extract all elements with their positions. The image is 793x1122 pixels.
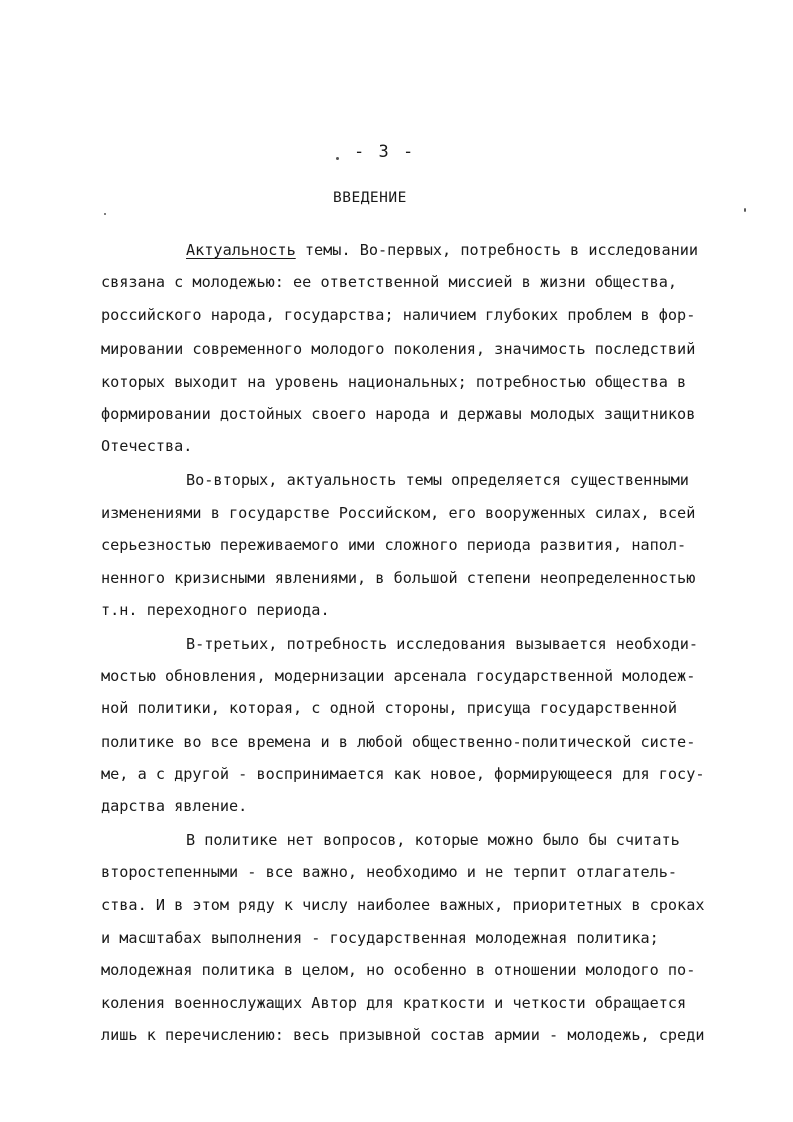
scan-speck <box>336 157 339 160</box>
text-line: В политике нет вопросов, которые можно было бы считать <box>186 831 680 849</box>
text-line: серьезностью переживаемого ими сложного периода развития, напол- <box>101 536 687 554</box>
text-line: ной политики, которая, с одной стороны, присуща государственной <box>101 699 678 717</box>
text-line: изменениями в государстве Российском, его вооруженных силах, всей <box>101 504 696 522</box>
text-line: ненного кризисными явлениями, в большой степени неопределенностью <box>101 569 696 587</box>
text-line: Отечества. <box>101 437 193 455</box>
text-line: В-третьих, потребность исследования вызывается необходи- <box>186 635 699 653</box>
text-line <box>186 240 698 260</box>
text-run: темы. Во-первых, потребность в исследовании <box>295 241 699 259</box>
page-number: - 3 - <box>354 142 416 162</box>
section-heading: ВВЕДЕНИЕ <box>333 190 407 206</box>
scan-speck <box>744 208 746 212</box>
text-line: второстепенными - все важно, необходимо и не терпит отлагатель- <box>101 863 678 881</box>
text-line: молодежная политика в целом, но особенно в отношении молодого по- <box>101 961 696 979</box>
text-line: ме, а с другой - воспринимается как новое, формирующееся для госу- <box>101 765 705 783</box>
text-line: мировании современного молодого поколения, значимость последствий <box>101 340 696 358</box>
text-line: политике во все времена и в любой общественно-политической систе- <box>101 733 696 751</box>
scan-speck <box>104 213 106 215</box>
text-line: российского народа, государства; наличием глубоких проблем в фор- <box>101 306 696 324</box>
text-line: мостью обновления, модернизации арсенала государственной молодеж- <box>101 667 696 685</box>
text-line: которых выходит на уровень национальных; потребностью общества в <box>101 373 687 391</box>
text-line: Во-вторых, актуальность темы определяется существенными <box>186 471 689 489</box>
text-line: дарства явление. <box>101 797 248 815</box>
underlined-term: Актуальность <box>186 241 296 259</box>
text-line: лишь к перечислению: весь призывной состав армии - молодежь, среди <box>101 1026 705 1044</box>
text-line: коления военнослужащих Автор для краткости и четкости обращается <box>101 994 687 1012</box>
text-line: т.н. переходного периода. <box>101 601 330 619</box>
text-line: ства. И в этом ряду к числу наиболее важных, приоритетных в сроках <box>101 896 705 914</box>
text-line: связана с молодежью: ее ответственной миссией в жизни общества, <box>101 273 678 291</box>
text-line: формировании достойных своего народа и державы молодых защитников <box>101 405 696 423</box>
text-line: и масштабах выполнения - государственная молодежная политика; <box>101 929 659 947</box>
